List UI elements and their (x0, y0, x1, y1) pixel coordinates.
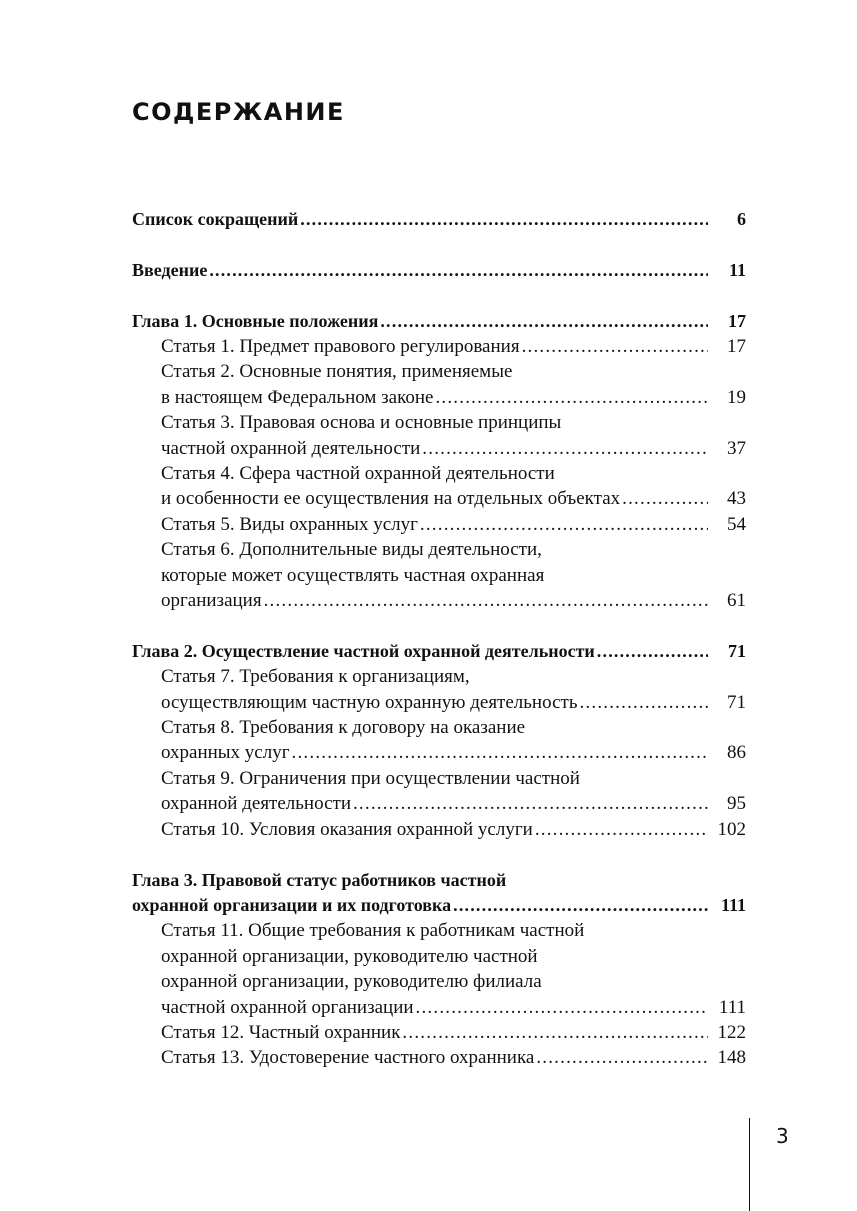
dot-leader (536, 1045, 708, 1070)
toc-entry-title: Статья 12. Частный охранник (161, 1021, 401, 1043)
toc-article-6 (132, 588, 746, 613)
toc-article-11-line: охранной организации, руководителю частной (161, 945, 538, 967)
toc-article-6-line: Статья 6. Дополнительные виды деятельности, (161, 539, 542, 561)
toc-article-11 (132, 995, 746, 1020)
dot-leader (380, 309, 708, 334)
toc-entry-title: и особенности ее осуществления на отдельных объектах (161, 488, 621, 510)
dot-leader (422, 436, 708, 461)
toc-entry-introduction (132, 258, 746, 283)
toc-entry-title: Статья 13. Удостоверение частного охранника (161, 1047, 535, 1069)
dot-leader (535, 817, 708, 842)
toc-article-12 (132, 1020, 746, 1045)
toc-article-10 (132, 817, 746, 842)
toc-page-number: 86 (727, 742, 746, 764)
dot-leader (622, 486, 708, 511)
toc-page-number: 37 (727, 437, 746, 459)
toc-entry-title: Введение (132, 259, 208, 280)
toc-article-11-line: охранной организации, руководителю филиала (161, 971, 542, 993)
toc-entry-title: осуществляющим частную охранную деятельность (161, 691, 578, 713)
toc-article-2 (132, 385, 746, 410)
toc-article-4 (132, 486, 746, 511)
toc-entry-title: частной охранной деятельности (161, 437, 421, 459)
dot-leader (292, 740, 708, 765)
toc-page-number: 61 (727, 590, 746, 612)
toc-article-9-line: Статья 9. Ограничения при осуществлении частной (161, 767, 580, 789)
page-divider-line (749, 1118, 750, 1211)
toc-article-5 (132, 512, 746, 537)
toc-article-13 (132, 1045, 746, 1070)
page-title: СОДЕРЖАНИЕ (132, 98, 345, 126)
toc-page-number: 71 (728, 640, 746, 661)
toc-entry-title: охранной организации и их подготовка (132, 894, 452, 915)
dot-leader (300, 207, 708, 232)
dot-leader (353, 791, 708, 816)
dot-leader (435, 385, 708, 410)
toc-entry-title: частной охранной организации (161, 996, 414, 1018)
toc-article-8-line: Статья 8. Требования к договору на оказание (161, 717, 526, 739)
toc-chapter-3 (132, 893, 746, 918)
toc-article-7-line: Статья 7. Требования к организациям, (161, 666, 470, 688)
toc-article-6-line: которые может осуществлять частная охранная (161, 564, 545, 586)
toc-page-number: 6 (737, 209, 746, 229)
dot-leader (453, 893, 708, 918)
toc-page-number: 43 (727, 488, 746, 510)
toc-article-7 (132, 690, 746, 715)
toc-page-number: 19 (727, 386, 746, 408)
toc-page-number: 17 (728, 310, 746, 331)
toc-page-number: 71 (727, 691, 746, 713)
dot-leader (522, 334, 708, 359)
dot-leader (264, 588, 708, 613)
dot-leader (579, 690, 708, 715)
toc-page-number: 111 (718, 996, 746, 1018)
toc-page-number: 102 (717, 818, 746, 840)
toc-chapter-1 (132, 309, 746, 334)
toc-article-1 (132, 334, 746, 359)
toc-article-9 (132, 791, 746, 816)
toc-entry-title: Глава 2. Осуществление частной охранной деятельности (132, 640, 595, 661)
toc-entry-title: Список сокращений (132, 209, 299, 229)
toc-article-3-line: Статья 3. Правовая основа и основные принципы (161, 412, 562, 434)
toc-entry-abbreviations (132, 207, 746, 232)
toc-page-number: 148 (717, 1047, 746, 1069)
toc-entry-title: Статья 10. Условия оказания охранной услуги (161, 818, 533, 840)
dot-leader (402, 1020, 708, 1045)
toc-chapter-3-line: Глава 3. Правовой статус работников частной (132, 869, 507, 890)
toc-page-number: 95 (727, 793, 746, 815)
toc-entry-title: охранных услуг (161, 742, 290, 764)
dot-leader (416, 995, 708, 1020)
toc-article-2-line: Статья 2. Основные понятия, применяемые (161, 361, 513, 383)
toc-article-11-line: Статья 11. Общие требования к работникам частной (161, 920, 585, 942)
toc-article-3 (132, 436, 746, 461)
dot-leader (597, 639, 708, 664)
toc-page-number: 111 (720, 894, 746, 915)
toc-chapter-2 (132, 639, 746, 664)
toc-entry-title: в настоящем Федеральном законе (161, 386, 434, 408)
toc-entry-title: Статья 5. Виды охранных услуг (161, 513, 418, 535)
toc-entry-title: Статья 1. Предмет правового регулирования (161, 336, 520, 357)
dot-leader (209, 258, 708, 283)
toc-page-number: 11 (728, 259, 746, 280)
dot-leader (420, 512, 708, 537)
toc-article-4-line: Статья 4. Сфера частной охранной деятельности (161, 463, 555, 485)
toc-entry-title: охранной деятельности (161, 793, 351, 815)
toc-page-number: 54 (727, 513, 746, 535)
toc-page-number: 17 (727, 336, 746, 357)
page-number: 3 (776, 1124, 789, 1148)
toc-page-number: 122 (717, 1021, 746, 1043)
toc-article-8 (132, 740, 746, 765)
table-of-contents (132, 207, 746, 1071)
toc-entry-title: организация (161, 590, 262, 612)
toc-entry-title: Глава 1. Основные положения (132, 310, 379, 331)
